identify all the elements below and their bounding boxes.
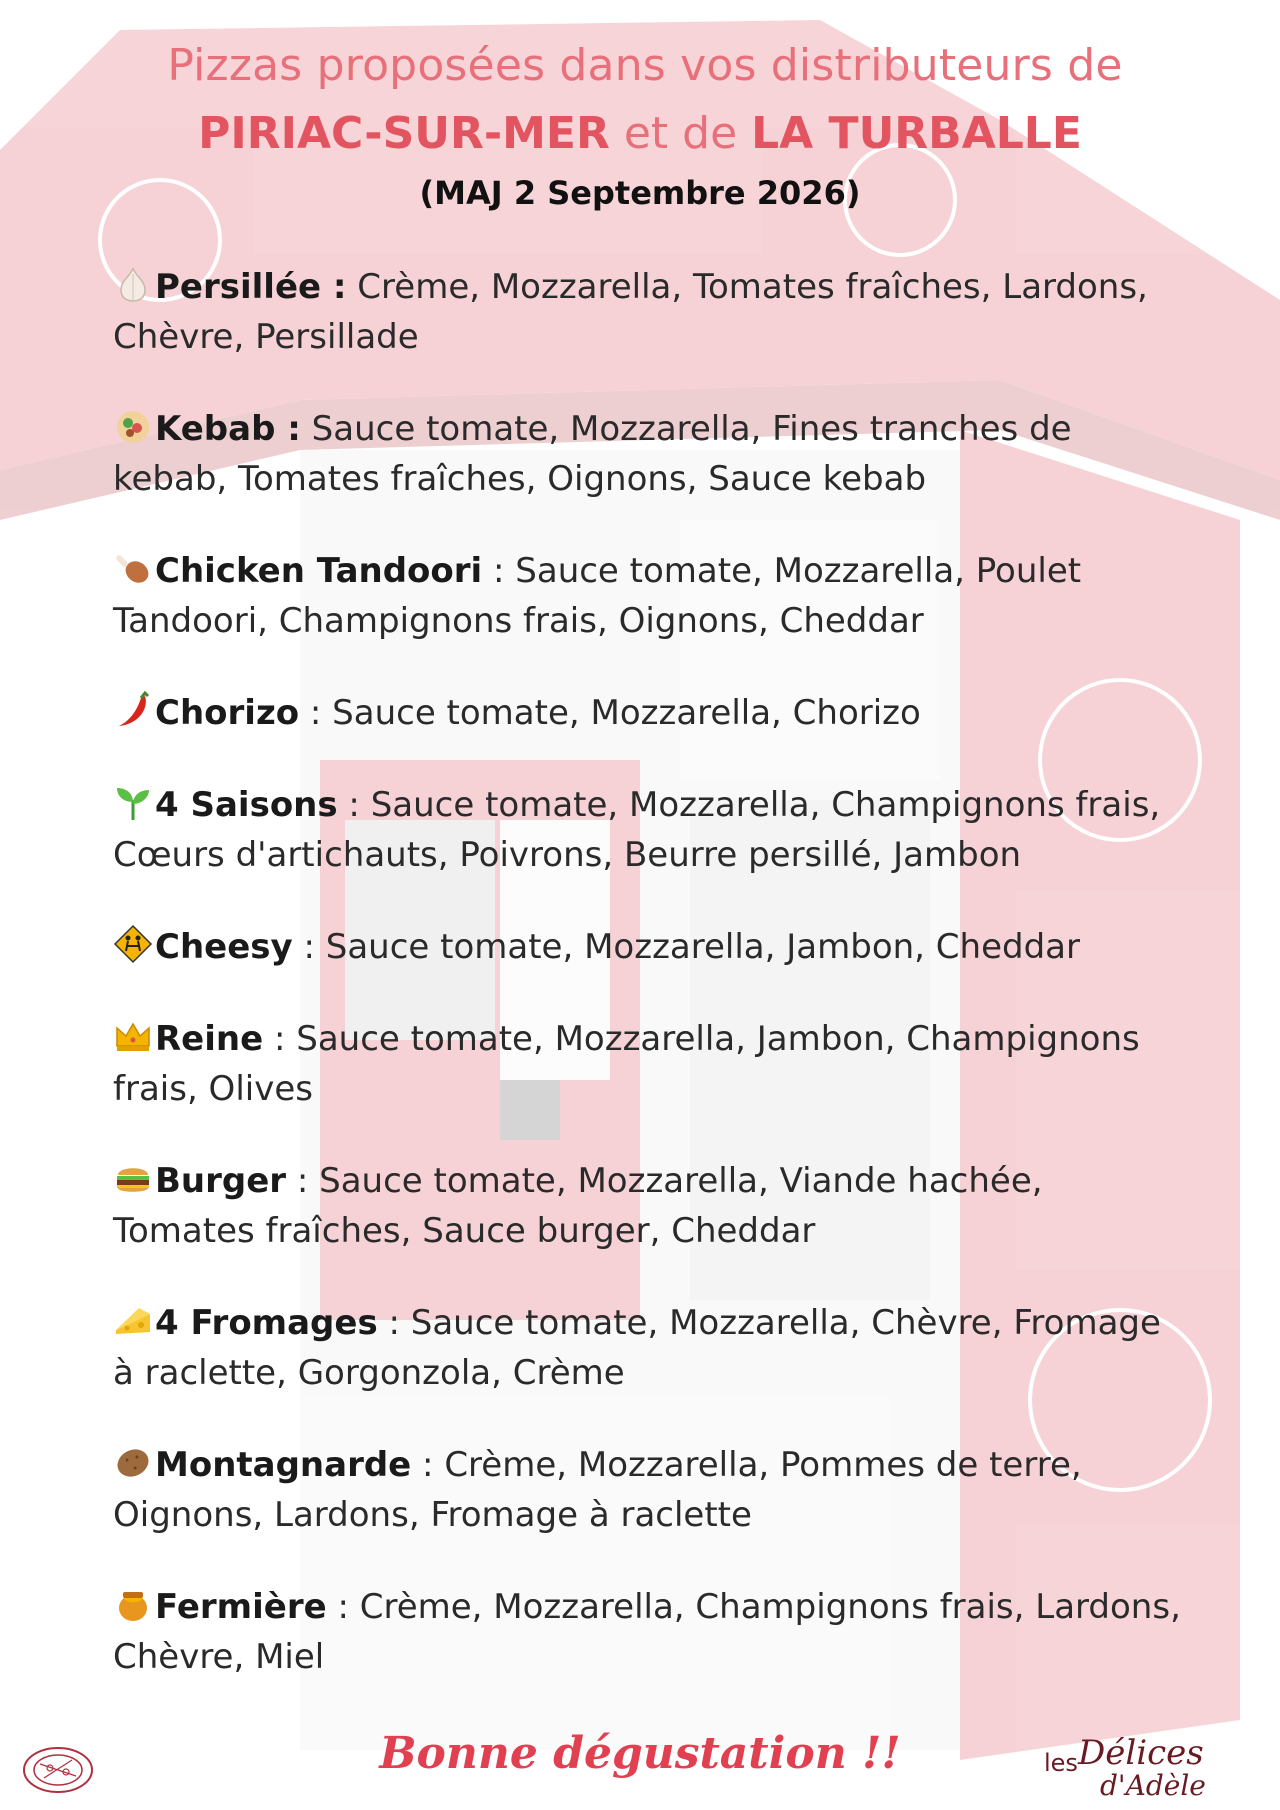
pizza-ingredients: : Sauce tomate, Mozzarella, Jambon, Cheddar — [292, 927, 1080, 967]
pizza-ingredients: : Sauce tomate, Mozzarella, Poulet Tandoori, Champignons frais, Oignons, Cheddar — [113, 551, 1082, 641]
pizza-name: Chorizo — [155, 693, 300, 733]
page-subtitle — [0, 108, 1280, 159]
pizza-ingredients: : Sauce tomate, Mozzarella, Champignons frais, Cœurs d'artichauts, Poivrons, Beurre persillé, Jambon — [113, 785, 1161, 875]
pizza-ingredients: Crème, Mozzarella, Tomates fraîches, Lardons, Chèvre, Persillade — [113, 267, 1148, 357]
pizza-item-4-fromages — [113, 1298, 1183, 1398]
potato-icon — [113, 1442, 153, 1482]
pizza-name: Reine — [155, 1019, 264, 1059]
pizza-name: 4 Saisons — [155, 785, 338, 825]
pizza-name: Fermière — [155, 1587, 327, 1627]
pizza-ingredients: : Sauce tomate, Mozzarella, Viande hachée, Tomates fraîches, Sauce burger, Cheddar — [113, 1161, 1043, 1251]
honey-pot-icon — [113, 1584, 153, 1624]
brand-logo — [1040, 1725, 1240, 1805]
chili-pepper-icon — [113, 690, 153, 730]
seedling-icon — [113, 782, 153, 822]
pizza-item-burger — [113, 1156, 1183, 1256]
pizza-name: Burger — [155, 1161, 287, 1201]
pizza-ingredients: : Crème, Mozzarella, Champignons frais, Lardons, Chèvre, Miel — [113, 1587, 1181, 1677]
kebab-icon — [113, 406, 153, 446]
pizza-name: Cheesy — [155, 927, 293, 967]
pizza-item-fermiere — [113, 1582, 1183, 1682]
pizza-name: Persillée : — [155, 267, 347, 307]
pizza-item-persillee — [113, 262, 1183, 362]
closing-message: Bonne dégustation !! — [379, 1728, 901, 1779]
pizza-name: Chicken Tandoori — [155, 551, 483, 591]
brand-adele: d'Adèle — [1100, 1769, 1206, 1802]
pizza-item-kebab — [113, 404, 1183, 504]
city-la-turballe: LA TURBALLE — [751, 108, 1082, 159]
page-title: Pizzas proposées dans vos distributeurs de — [167, 40, 1123, 91]
pizza-name: 4 Fromages — [155, 1303, 378, 1343]
pizza-name: Kebab : — [155, 409, 301, 449]
brand-les: les — [1044, 1749, 1078, 1777]
update-date: (MAJ 2 Septembre 2026) — [419, 174, 861, 212]
pizza-item-chorizo — [113, 688, 1183, 738]
pizza-item-cheesy — [113, 922, 1183, 972]
pizza-name: Montagnarde — [155, 1445, 412, 1485]
garlic-icon — [113, 264, 153, 304]
pizza-ingredients: : Sauce tomate, Mozzarella, Chèvre, Fromage à raclette, Gorgonzola, Crème — [113, 1303, 1161, 1393]
pizza-item-chicken-tandoori — [113, 546, 1183, 646]
pizza-item-reine — [113, 1014, 1183, 1114]
pizza-ingredients: : Sauce tomate, Mozzarella, Jambon, Champignons frais, Olives — [113, 1019, 1140, 1109]
children-crossing-icon — [113, 924, 153, 964]
pizza-ingredients: : Crème, Mozzarella, Pommes de terre, Oignons, Lardons, Fromage à raclette — [113, 1445, 1082, 1535]
cheese-icon — [113, 1300, 153, 1340]
city-piriac: PIRIAC-SUR-MER — [198, 108, 610, 159]
pizza-logo-icon — [18, 1738, 98, 1798]
pizza-ingredients: : Sauce tomate, Mozzarella, Chorizo — [299, 693, 921, 733]
crown-icon — [113, 1016, 153, 1056]
pizza-item-montagnarde — [113, 1440, 1183, 1540]
brand-delices: Délices — [1078, 1733, 1204, 1773]
chicken-leg-icon — [113, 548, 153, 588]
burger-icon — [113, 1158, 153, 1198]
title-connector: et de — [609, 108, 752, 159]
pizza-ingredients: Sauce tomate, Mozzarella, Fines tranches de kebab, Tomates fraîches, Oignons, Sauce kebab — [113, 409, 1072, 499]
pizza-item-4-saisons — [113, 780, 1183, 880]
